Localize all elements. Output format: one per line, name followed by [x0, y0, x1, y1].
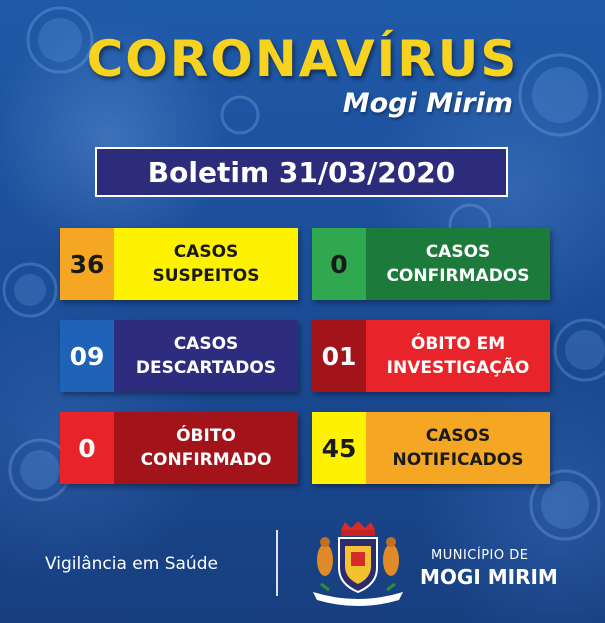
card-value: 36: [60, 228, 114, 300]
footer-divider: [276, 530, 278, 596]
card-label: [366, 412, 550, 484]
card-label-line1: CASOS: [425, 426, 491, 446]
card-label-line2: DESCARTADOS: [135, 358, 277, 378]
card-label: [114, 412, 298, 484]
card-label-line1: ÓBITO: [176, 426, 236, 446]
card-obito-investigacao: [312, 320, 550, 392]
coat-of-arms-icon: [303, 520, 413, 610]
card-label-line2: CONFIRMADO: [140, 450, 272, 470]
page-title: CORONAVÍRUS: [86, 30, 519, 88]
card-label-line2: NOTIFICADOS: [392, 450, 524, 470]
card-value: 45: [312, 412, 366, 484]
card-label-line2: CONFIRMADOS: [386, 266, 530, 286]
municipio-label: MUNICÍPIO DE: [431, 548, 529, 563]
bulletin-date-banner: Boletim 31/03/2020: [95, 147, 508, 197]
card-label-line1: CASOS: [425, 242, 491, 262]
card-label-line2: INVESTIGAÇÃO: [386, 358, 530, 378]
card-label-line1: CASOS: [173, 242, 239, 262]
card-label-line2: SUSPEITOS: [152, 266, 260, 286]
card-label-line1: ÓBITO EM: [410, 334, 506, 354]
card-obito-confirmado: [60, 412, 298, 484]
card-label-line1: CASOS: [173, 334, 239, 354]
card-label: [114, 228, 298, 300]
card-label: [366, 228, 550, 300]
card-casos-confirmados: [312, 228, 550, 300]
card-value: 0: [60, 412, 114, 484]
municipio-name: MOGI MIRIM: [420, 565, 558, 589]
city-subtitle: Mogi Mirim: [342, 88, 513, 119]
card-label: [366, 320, 550, 392]
card-casos-notificados: [312, 412, 550, 484]
card-casos-suspeitos: [60, 228, 298, 300]
card-value: 09: [60, 320, 114, 392]
card-label: [114, 320, 298, 392]
card-casos-descartados: [60, 320, 298, 392]
card-value: 0: [312, 228, 366, 300]
vigilancia-label: Vigilância em Saúde: [45, 554, 218, 574]
card-value: 01: [312, 320, 366, 392]
